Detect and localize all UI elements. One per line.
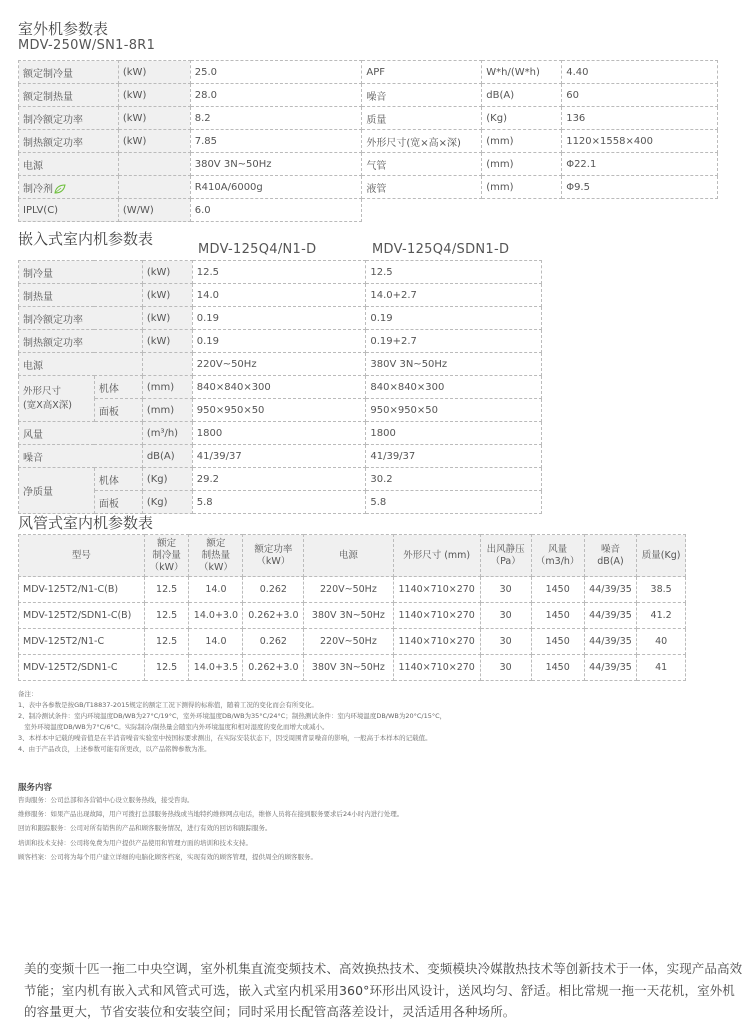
cassette-model-b: MDV-125Q4/SDN1-D <box>372 242 510 257</box>
label: IPLV(C) <box>19 199 119 222</box>
unit: (mm) <box>482 176 562 199</box>
service-line: 回访和跟踪服务：公司对所有销售的产品和顾客服务情况，进行有效的回访和跟踪服务。 <box>18 824 272 833</box>
label: 外形尺寸(宽×高×深) <box>362 130 482 153</box>
unit: (mm) <box>482 130 562 153</box>
label: 制热量 <box>19 284 143 307</box>
column-header: 噪音 dB(A) <box>584 535 636 577</box>
label: 电源 <box>19 353 143 376</box>
cassette-title: 嵌入式室内机参数表 <box>18 230 154 248</box>
column-header: 额定 制冷量 （kW） <box>144 535 189 577</box>
value: 28.0 <box>190 84 362 107</box>
label: 噪音 <box>362 84 482 107</box>
part: 面板 <box>94 491 142 514</box>
cell: 12.5 <box>144 655 189 681</box>
column-header: 额定 制热量 （kW） <box>189 535 243 577</box>
unit: (Kg) <box>142 491 192 514</box>
column-header: 出风静压 （Pa） <box>480 535 531 577</box>
note-line: 备注： <box>18 690 38 698</box>
value: 5.8 <box>366 491 542 514</box>
label <box>19 176 119 199</box>
unit: (kW) <box>142 284 192 307</box>
unit: (kW) <box>142 307 192 330</box>
unit: (kW) <box>142 261 192 284</box>
value: 8.2 <box>190 107 362 130</box>
cell: 1450 <box>531 629 584 655</box>
label: 质量 <box>362 107 482 130</box>
value: 0.19 <box>192 330 366 353</box>
value: 41/39/37 <box>366 445 542 468</box>
column-header: 质量(Kg) <box>637 535 686 577</box>
value: 840×840×300 <box>192 376 366 399</box>
cell: 14.0 <box>189 629 243 655</box>
value: 30.2 <box>366 468 542 491</box>
value: 220V~50Hz <box>192 353 366 376</box>
cell: 1450 <box>531 603 584 629</box>
table-row <box>19 330 542 353</box>
table-row <box>19 284 542 307</box>
unit <box>118 153 190 176</box>
cell: MDV-125T2/N1-C <box>19 629 145 655</box>
note-line: 2、制冷测试条件：室内环境温度DB/WB为27°C/19°C，室外环境温度DB/WB为35°C/24°C；制热测试条件：室内环境温度DB/WB为20°C/15°C， <box>18 712 447 720</box>
value: 5.8 <box>192 491 366 514</box>
value: 41/39/37 <box>192 445 366 468</box>
refrigerant-label: 制冷剂 <box>23 183 53 195</box>
unit: (mm) <box>482 153 562 176</box>
value: 0.19+2.7 <box>366 330 542 353</box>
value: 12.5 <box>192 261 366 284</box>
table-row <box>19 422 542 445</box>
note-line: 室外环境温度DB/WB为7°C/6°C。实际制冷/制热量会随室内外环境温度和相对湿度的变化而增大或减小。 <box>18 723 329 731</box>
note-line: 3、本样本中记载的噪音值是在半消音噪音实验室中按国标要求测出，在实际安装状态下，因受周围背景噪音的影响，一般高于本样本的记载值。 <box>18 734 432 742</box>
note-line: 4、由于产品改良，上述参数可能有所更改，以产品铭牌参数为准。 <box>18 745 211 753</box>
service-line: 咨询服务：公司总部和各营销中心设立服务热线，接受咨询。 <box>18 796 194 804</box>
part: 机体 <box>94 376 142 399</box>
value: 12.5 <box>366 261 542 284</box>
outdoor-title: 室外机参数表 <box>18 20 109 38</box>
table-row <box>19 603 686 629</box>
product-description <box>24 958 749 1023</box>
cassette-model-a: MDV-125Q4/N1-D <box>198 242 317 257</box>
value: 380V 3N~50Hz <box>366 353 542 376</box>
value: 14.0 <box>192 284 366 307</box>
unit <box>142 353 192 376</box>
table-row <box>19 376 542 399</box>
value: 1120×1558×400 <box>562 130 718 153</box>
unit: (mm) <box>142 399 192 422</box>
label: 制冷额定功率 <box>19 107 119 130</box>
column-header: 型号 <box>19 535 145 577</box>
service-title: 服务内容 <box>18 783 53 793</box>
table-row <box>19 655 686 681</box>
unit: dB(A) <box>482 84 562 107</box>
cell: 44/39/35 <box>584 629 636 655</box>
unit: (kW) <box>118 107 190 130</box>
cell: 0.262+3.0 <box>243 655 304 681</box>
cell: 44/39/35 <box>584 603 636 629</box>
cell: 30 <box>480 577 531 603</box>
label: 风量 <box>19 422 143 445</box>
cell: 0.262+3.0 <box>243 603 304 629</box>
duct-title: 风管式室内机参数表 <box>18 514 154 532</box>
column-header: 风量 （m3/h） <box>531 535 584 577</box>
label: 制热额定功率 <box>19 330 143 353</box>
table-row <box>19 468 542 491</box>
table-row <box>19 577 686 603</box>
label: APF <box>362 61 482 84</box>
cell: 0.262 <box>243 629 304 655</box>
value: 1800 <box>366 422 542 445</box>
value: 0.19 <box>366 307 542 330</box>
leaf-icon <box>54 184 66 194</box>
cell: 30 <box>480 655 531 681</box>
column-header: 额定功率 （kW） <box>243 535 304 577</box>
label: 气管 <box>362 153 482 176</box>
cell: 1450 <box>531 655 584 681</box>
cell: 1450 <box>531 577 584 603</box>
service-line: 维修服务：如果产品出现故障，用户可拨打总部服务热线或当地特约维修网点电话，维修人员将在接到服务要求后24小时内进行处理。 <box>18 810 404 819</box>
cell: MDV-125T2/SDN1-C <box>19 655 145 681</box>
outdoor-table <box>18 60 718 222</box>
cell: 44/39/35 <box>584 655 636 681</box>
cell: 30 <box>480 629 531 655</box>
unit: (m³/h) <box>142 422 192 445</box>
cell: 220V~50Hz <box>304 629 393 655</box>
cell: 1140×710×270 <box>393 577 480 603</box>
cell: 1140×710×270 <box>393 603 480 629</box>
value: 0.19 <box>192 307 366 330</box>
value: 136 <box>562 107 718 130</box>
service-line: 培训和技术支持：公司将免费为用户提供产品使用和管理方面的培训和技术支持。 <box>18 838 252 847</box>
unit <box>118 176 190 199</box>
cell: 1140×710×270 <box>393 629 480 655</box>
table-row <box>19 130 718 153</box>
cell: 1140×710×270 <box>393 655 480 681</box>
table-row <box>19 629 686 655</box>
cell: 38.5 <box>637 577 686 603</box>
value: 4.40 <box>562 61 718 84</box>
table-row <box>19 307 542 330</box>
value: 60 <box>562 84 718 107</box>
label: 噪音 <box>19 445 143 468</box>
part: 机体 <box>94 468 142 491</box>
cell: MDV-125T2/SDN1-C(B) <box>19 603 145 629</box>
label: 制冷额定功率 <box>19 307 143 330</box>
value: R410A/6000g <box>190 176 362 199</box>
value: 29.2 <box>192 468 366 491</box>
unit: (kW) <box>118 61 190 84</box>
description-line: 的容量更大，节省安装位和安装空间；同时采用长配管高落差设计，灵活适用各种场所。 <box>24 1004 516 1019</box>
table-row <box>19 353 542 376</box>
table-header-row <box>19 535 686 577</box>
unit: (Kg) <box>482 107 562 130</box>
cell: 12.5 <box>144 603 189 629</box>
unit: (kW) <box>142 330 192 353</box>
cell: 12.5 <box>144 577 189 603</box>
unit: (kW) <box>118 84 190 107</box>
cassette-table <box>18 260 542 514</box>
description-line: 美的变频十匹一拖二中央空调，室外机集直流变频技术、高效换热技术、变频模块冷媒散热技术等创新技术于一体，实现产品高效 <box>24 961 743 976</box>
description-line: 节能；室内机有嵌入式和风管式可选，嵌入式室内机采用360°环形出风设计，送风均匀、舒适。相比常规一拖一天花机，室外机 <box>24 982 735 998</box>
table-row <box>19 261 542 284</box>
table-row <box>19 399 542 422</box>
unit: dB(A) <box>142 445 192 468</box>
size-label-line2: (宽X高X深) <box>23 399 72 411</box>
cell: 380V 3N~50Hz <box>304 655 393 681</box>
notes <box>18 689 738 755</box>
note-line: 1、表中各参数是按GB/T18837-2015规定的额定工况下测得的标称值，随着工况的变化而会有所变化。 <box>18 701 318 709</box>
unit: (kW) <box>118 130 190 153</box>
table-row <box>19 107 718 130</box>
label: 额定制热量 <box>19 84 119 107</box>
size-label <box>19 376 95 422</box>
table-row <box>19 61 718 84</box>
value: 25.0 <box>190 61 362 84</box>
cell: 30 <box>480 603 531 629</box>
value: 1800 <box>192 422 366 445</box>
cell: 14.0+3.0 <box>189 603 243 629</box>
value: 7.85 <box>190 130 362 153</box>
label: 电源 <box>19 153 119 176</box>
value: 840×840×300 <box>366 376 542 399</box>
label: 液管 <box>362 176 482 199</box>
part: 面板 <box>94 399 142 422</box>
unit: W*h/(W*h) <box>482 61 562 84</box>
table-row <box>19 176 718 199</box>
cell: MDV-125T2/N1-C(B) <box>19 577 145 603</box>
cell: 41 <box>637 655 686 681</box>
service-list <box>18 793 738 864</box>
label: 额定制冷量 <box>19 61 119 84</box>
unit: (mm) <box>142 376 192 399</box>
cell: 0.262 <box>243 577 304 603</box>
label: 制热额定功率 <box>19 130 119 153</box>
value: Φ22.1 <box>562 153 718 176</box>
table-row <box>19 199 718 222</box>
value: 950×950×50 <box>366 399 542 422</box>
duct-table <box>18 534 686 681</box>
column-header: 外形尺寸 (mm) <box>393 535 480 577</box>
table-row <box>19 491 542 514</box>
outdoor-model: MDV-250W/SN1-8R1 <box>18 38 156 53</box>
value: 950×950×50 <box>192 399 366 422</box>
size-label-line1: 外形尺寸 <box>23 385 62 397</box>
unit: (Kg) <box>142 468 192 491</box>
value: 6.0 <box>190 199 362 222</box>
value: 14.0+2.7 <box>366 284 542 307</box>
unit: (W/W) <box>118 199 190 222</box>
weight-label: 净质量 <box>19 468 95 514</box>
cell: 44/39/35 <box>584 577 636 603</box>
service-line: 顾客档案：公司将为每个用户建立详细的电脑化顾客档案，实现有效的顾客管理，提供周全的顾客服务。 <box>18 852 317 861</box>
table-row <box>19 153 718 176</box>
value: 380V 3N~50Hz <box>190 153 362 176</box>
cell: 380V 3N~50Hz <box>304 603 393 629</box>
column-header: 电源 <box>304 535 393 577</box>
label: 制冷量 <box>19 261 143 284</box>
value: Φ9.5 <box>562 176 718 199</box>
table-row <box>19 84 718 107</box>
cell: 14.0+3.5 <box>189 655 243 681</box>
cell: 14.0 <box>189 577 243 603</box>
cell: 41.2 <box>637 603 686 629</box>
cell: 40 <box>637 629 686 655</box>
cell: 220V~50Hz <box>304 577 393 603</box>
table-row <box>19 445 542 468</box>
cell: 12.5 <box>144 629 189 655</box>
